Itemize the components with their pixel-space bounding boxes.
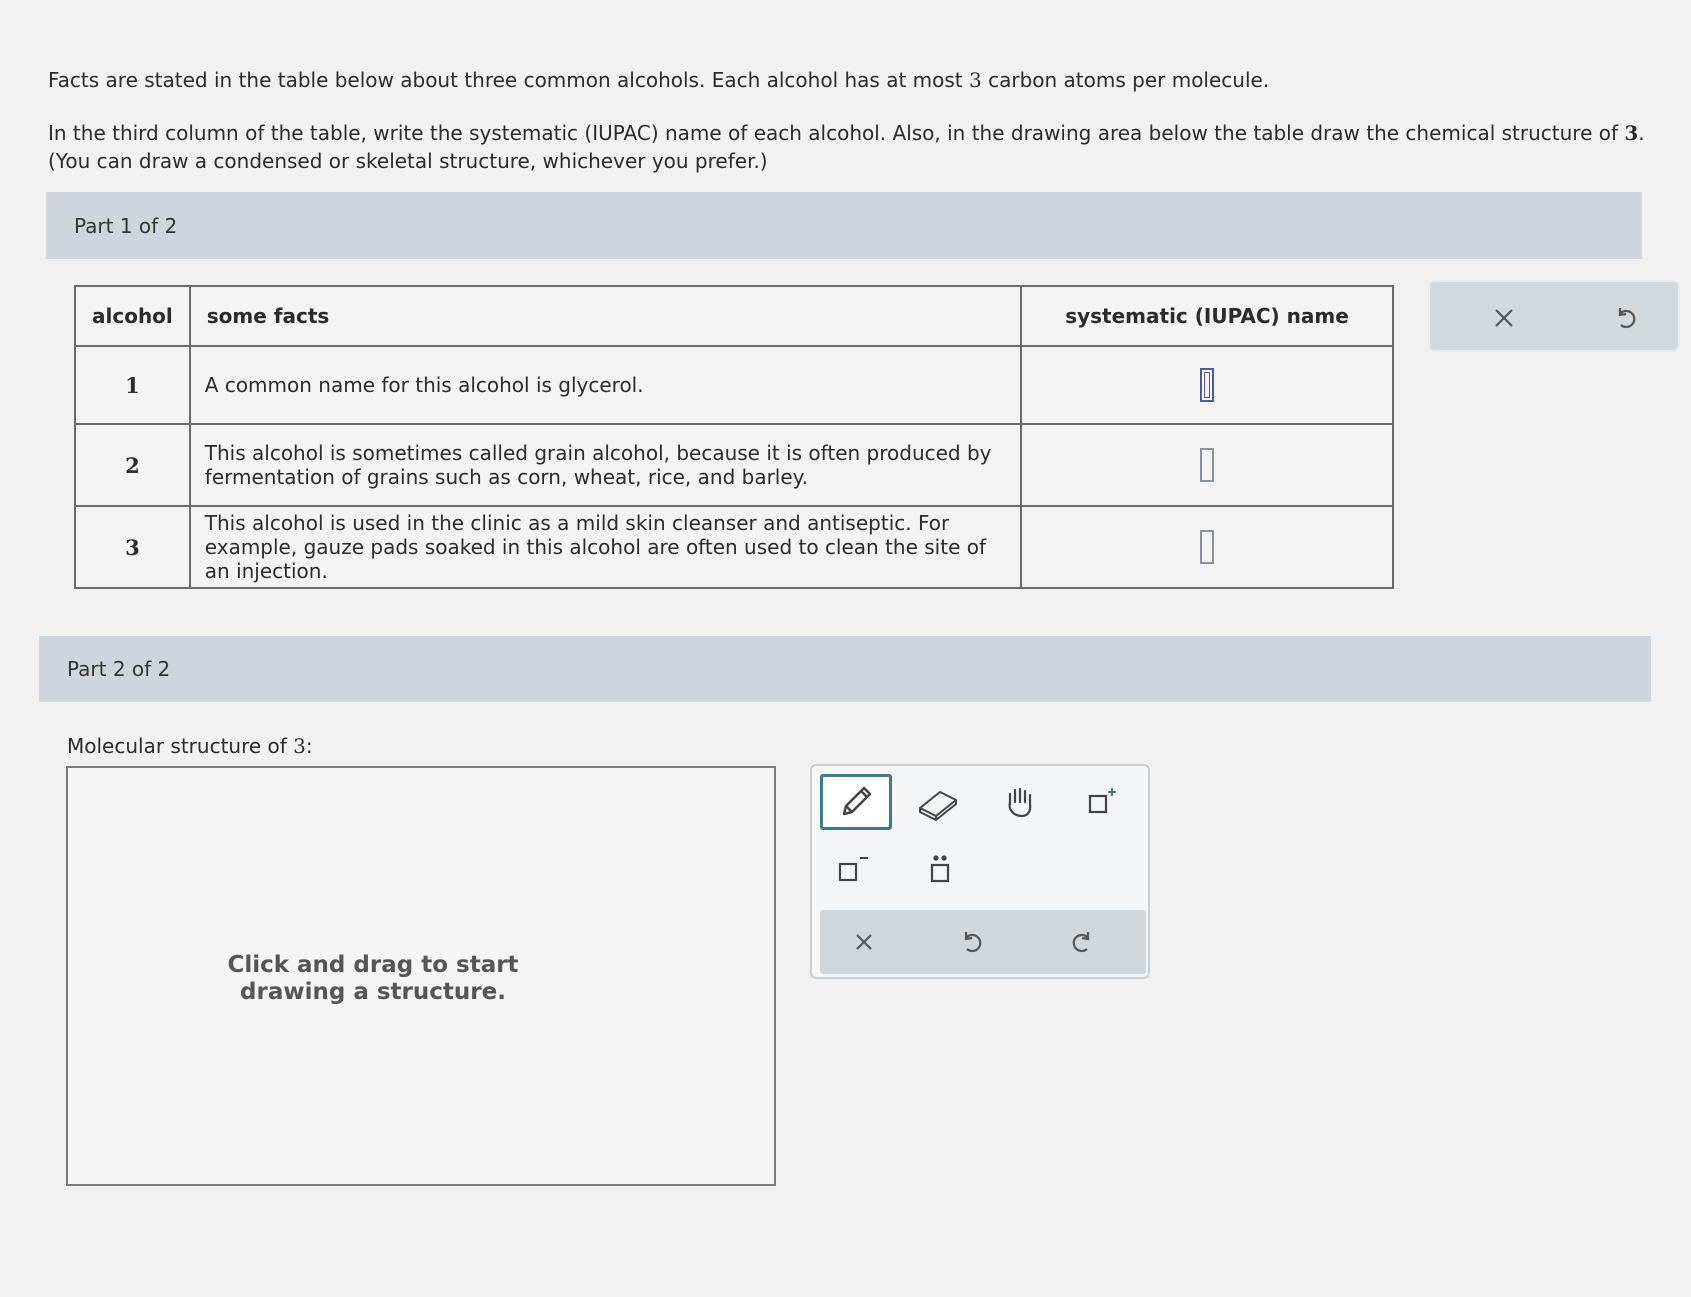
instructions-line-2: In the third column of the table, write the systematic (IUPAC) name of each alcohol. Also, in the drawing area below the table draw the chemical structure of 3.: [48, 121, 1645, 145]
table-row: [75, 424, 1393, 506]
header-facts: some facts: [190, 286, 1021, 346]
header-alcohol: alcohol: [75, 286, 190, 346]
alcohol-number: 3: [75, 506, 190, 588]
alcohol-number: 1: [75, 346, 190, 424]
alcohol-table: [74, 285, 1394, 589]
iupac-name-input-3[interactable]: [1200, 530, 1214, 564]
add-box-icon[interactable]: [1080, 780, 1124, 824]
alcohol-fact: This alcohol is used in the clinic as a mild skin cleanser and antiseptic. For example, gauze pads soaked in this alcohol are often used to clean the site of an injection.: [190, 506, 1021, 588]
redo-icon[interactable]: [1060, 920, 1104, 964]
iupac-name-cell[interactable]: [1021, 424, 1393, 506]
table-header-row: [75, 286, 1393, 346]
alcohol-fact: This alcohol is sometimes called grain alcohol, because it is often produced by fermentation of grains such as corn, wheat, rice, and barley.: [190, 424, 1021, 506]
hand-icon[interactable]: [998, 780, 1042, 824]
instructions-line-1: Facts are stated in the table below about three common alcohols. Each alcohol has at most 3 carbon atoms per molecule.: [48, 68, 1270, 92]
molecular-structure-label: Molecular structure of 3:: [67, 734, 313, 758]
drawing-canvas[interactable]: [66, 766, 776, 1186]
table-row: [75, 346, 1393, 424]
anion-icon[interactable]: [832, 848, 876, 892]
close-icon[interactable]: [1490, 304, 1518, 332]
instructions: [48, 66, 1648, 175]
alcohol-number: 2: [75, 424, 190, 506]
part-2-header: [39, 636, 1651, 702]
iupac-name-cell[interactable]: [1021, 346, 1393, 424]
close-icon[interactable]: [842, 920, 886, 964]
iupac-name-input-2[interactable]: [1200, 448, 1214, 482]
drawing-toolbox: [810, 764, 1150, 979]
iupac-name-cell[interactable]: [1021, 506, 1393, 588]
lone-pair-icon[interactable]: [918, 848, 962, 892]
iupac-name-input-1[interactable]: [1200, 368, 1214, 402]
instructions-line-3: (You can draw a condensed or skeletal structure, whichever you prefer.): [48, 149, 768, 173]
canvas-hint: Click and drag to start drawing a structure.: [227, 952, 519, 1005]
alcohol-fact: A common name for this alcohol is glycerol.: [190, 346, 1021, 424]
answer-action-panel: [1428, 280, 1680, 352]
undo-icon[interactable]: [1612, 304, 1640, 332]
part-1-label: Part 1 of 2: [74, 213, 178, 238]
table-row: [75, 506, 1393, 588]
header-iupac-name: systematic (IUPAC) name: [1021, 286, 1393, 346]
pencil-icon[interactable]: [820, 774, 892, 830]
eraser-icon[interactable]: [916, 780, 960, 824]
undo-icon[interactable]: [950, 920, 994, 964]
part-1-header: [46, 192, 1642, 259]
part-2-label: Part 2 of 2: [67, 657, 171, 681]
toolbox-action-bar: [820, 910, 1146, 974]
